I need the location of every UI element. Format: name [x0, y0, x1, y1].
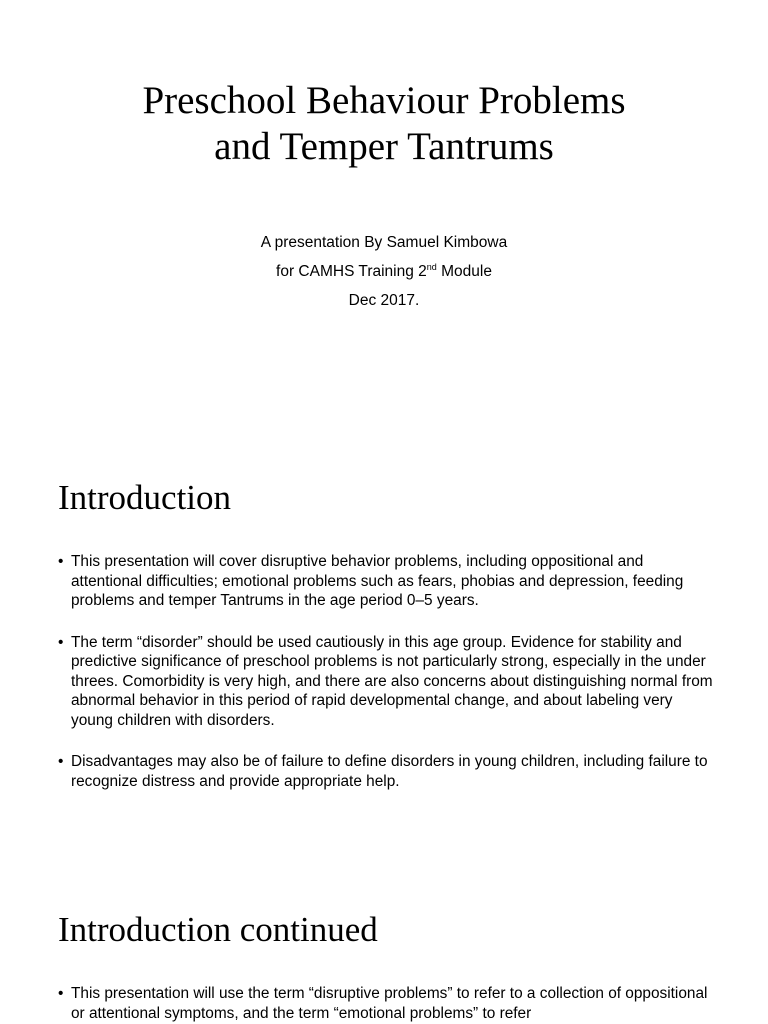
presentation-title — [0, 78, 768, 170]
bullet-text: The term “disorder” should be used cautiously in this age group. Evidence for stability and predictive significance of preschool problems is not particularly strong, especially in the under threes. Comorbidity is very high, and there are also concerns about distinguishing normal from abnormal behavior in this period of rapid developmental change, and about labeling very young children with disorders. — [71, 633, 713, 729]
date-line: Dec 2017. — [348, 292, 420, 309]
bullet-item — [58, 552, 718, 611]
title-slide — [0, 0, 768, 432]
ordinal-suffix: nd — [426, 261, 437, 272]
bullet-item — [58, 752, 718, 791]
introduction-continued-slide — [0, 864, 768, 1024]
presentation-subtitle — [0, 228, 768, 315]
slide-heading: Introduction — [58, 478, 232, 517]
training-line-module: Module — [436, 263, 492, 280]
bullet-list — [58, 984, 718, 1024]
introduction-slide — [0, 432, 768, 864]
author-line: A presentation By Samuel Kimbowa — [260, 234, 508, 251]
bullet-icon: • — [58, 553, 64, 570]
bullet-text: Disadvantages may also be of failure to define disorders in young children, including failure to recognize distress and provide appropriate help. — [71, 753, 708, 790]
bullet-item — [58, 984, 718, 1023]
bullet-item — [58, 633, 718, 731]
bullet-list — [58, 552, 718, 813]
bullet-icon: • — [58, 753, 64, 770]
bullet-icon: • — [58, 985, 64, 1002]
bullet-text: This presentation will cover disruptive behavior problems, including oppositional and attentional difficulties; emotional problems such as fears, phobias and depression, feeding problems and temper Tantrums in the age period 0–5 years. — [71, 553, 684, 609]
training-line-text: for CAMHS Training 2 — [276, 263, 427, 280]
bullet-icon: • — [58, 633, 64, 651]
bullet-text: This presentation will use the term “disruptive problems” to refer to a collection of oppositional or attentional symptoms, and the term “emotional problems” to refer — [71, 985, 708, 1022]
title-line-2: and Temper Tantrums — [214, 125, 554, 168]
slide-heading: Introduction continued — [58, 910, 378, 949]
training-line — [0, 257, 768, 286]
title-line-1: Preschool Behaviour Problems — [142, 79, 626, 122]
